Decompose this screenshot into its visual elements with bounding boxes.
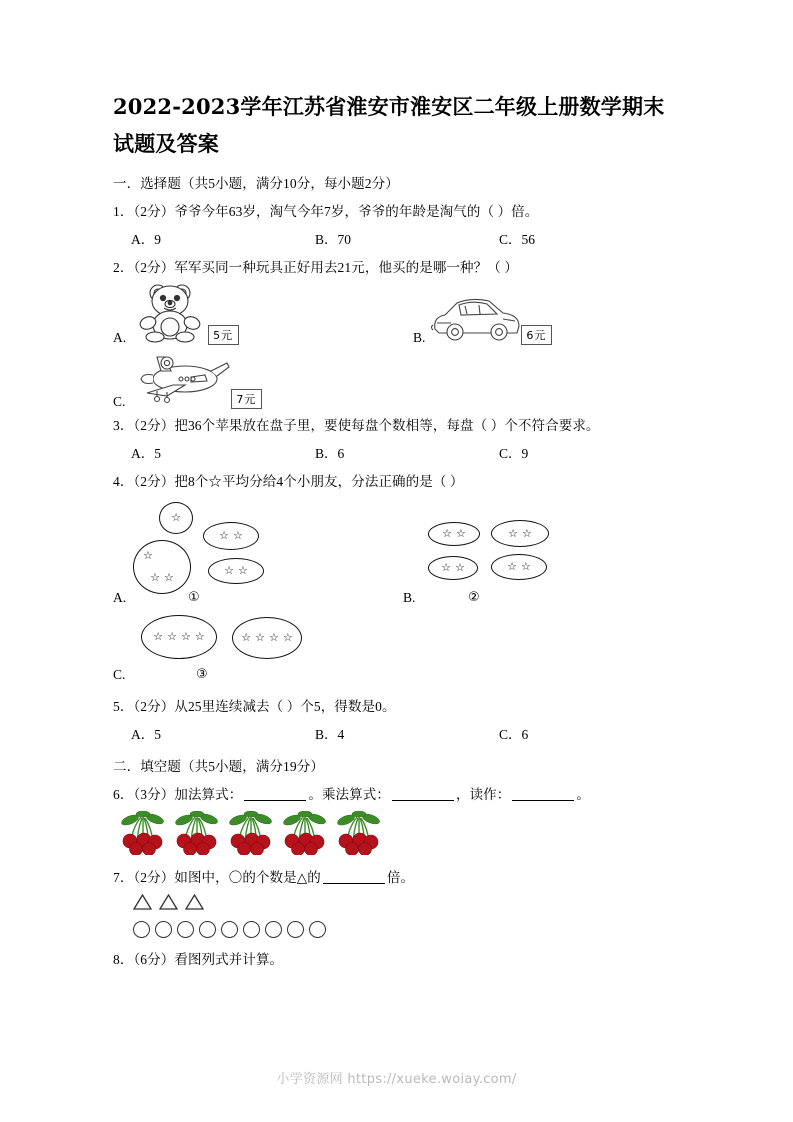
q6-prefix: 6．（3分）加法算式： (113, 787, 243, 802)
q2-option-a-label: A. (113, 330, 127, 345)
q1-option-c[interactable]: C．56 (498, 232, 535, 247)
circle-icon (177, 921, 194, 938)
star-glyph: ☆ (508, 526, 518, 540)
triangle-icon (133, 894, 152, 915)
q6-mid-1: 。乘法算式： (308, 787, 390, 802)
q2-option-c[interactable] (113, 349, 262, 412)
question-2-text: 2．（2分）军军买同一种玩具正好用去21元，他买的是哪一种？（ ） (113, 260, 518, 275)
triangle-row (113, 892, 683, 916)
circle-row (113, 916, 683, 942)
q4-option-c-label[interactable]: C. (113, 667, 126, 682)
q1-option-a[interactable]: A．9 (131, 232, 161, 247)
q6-blank-1[interactable] (244, 786, 306, 801)
q4-c-group-1 (141, 615, 217, 659)
circle-icon (155, 921, 172, 938)
star-glyph: ☆ (441, 561, 451, 574)
section-heading-choice: 一．选择题（共5小题，满分10分，每小题2分） (113, 176, 399, 191)
circle-icon (199, 921, 216, 938)
triangle-icon (159, 894, 178, 915)
star-glyph: ☆ (167, 630, 177, 643)
star-glyph: ☆ (233, 529, 243, 542)
question-1-text: 1．（2分）爷爷今年63岁，淘气今年7岁，爷爷的年龄是淘气的（ ）倍。 (113, 204, 539, 219)
star-glyph: ☆ (181, 630, 191, 643)
cherry-bunch-row (113, 811, 683, 860)
q2-option-b[interactable] (413, 293, 552, 348)
q7-blank[interactable] (323, 869, 385, 884)
star-glyph: ☆ (269, 631, 279, 644)
q6-blank-3[interactable] (512, 786, 574, 801)
q4-b-group-2 (491, 520, 549, 547)
q2-option-b-label: B. (413, 330, 426, 345)
q7-prefix: 7．（2分）如图中，〇的个数是△的 (113, 870, 321, 885)
q4-a-group-1 (159, 502, 193, 534)
question-4-text: 4．（2分）把8个☆平均分给4个小朋友，分法正确的是（ ） (113, 474, 464, 489)
question-2-options-row-2 (113, 348, 683, 412)
star-glyph: ☆ (219, 529, 229, 542)
toy-airplane-icon (127, 349, 237, 412)
q3-option-b[interactable]: B．6 (314, 446, 345, 461)
q3-option-c[interactable]: C．9 (498, 446, 529, 461)
q6-mid-2: ，读作： (455, 787, 511, 802)
q5-option-b[interactable]: B．4 (314, 727, 345, 742)
q4-c-group-2 (232, 617, 302, 659)
star-glyph: ☆ (507, 560, 517, 573)
q3-option-a[interactable]: A．5 (131, 446, 161, 461)
question-1-options (113, 226, 683, 254)
q4-b-group-4 (491, 554, 547, 580)
star-glyph: ☆ (455, 561, 465, 574)
page-title: 2022-2023学年江苏省淮安市淮安区二年级上册数学期末试题及答案 (113, 94, 665, 156)
star-glyph: ☆ (194, 630, 205, 643)
q2-option-b-price: 6元 (521, 325, 552, 345)
q4-a-group-2 (203, 522, 259, 550)
star-glyph: ☆ (164, 571, 174, 584)
q1-option-b[interactable]: B．70 (314, 232, 351, 247)
circle-icon (243, 921, 260, 938)
star-glyph: ☆ (255, 631, 265, 644)
question-7-text (113, 864, 683, 892)
q7-suffix: 倍。 (386, 870, 415, 885)
q2-option-a-price: 5元 (208, 325, 239, 345)
question-3-options (113, 440, 683, 468)
q4-option-a-label[interactable]: A. (113, 590, 127, 605)
triangle-icon (185, 894, 204, 915)
star-glyph: ☆ (150, 571, 160, 584)
star-glyph: ☆ (143, 549, 153, 562)
circle-icon (309, 921, 326, 938)
q4-a-group-4 (208, 558, 264, 584)
teddy-bear-icon (128, 281, 214, 348)
star-glyph: ☆ (456, 527, 466, 540)
q5-option-a[interactable]: A．5 (131, 727, 161, 742)
cherry-bunch-icon (279, 811, 329, 860)
star-glyph: ☆ (238, 564, 248, 577)
footer-watermark: 小学资源网 https://xueke.woiay.com/ (276, 1072, 517, 1087)
star-glyph: ☆ (522, 526, 532, 540)
question-6-text (113, 781, 683, 809)
q5-option-c[interactable]: C．6 (498, 727, 529, 742)
q4-option-b-number: ② (468, 590, 480, 605)
star-glyph: ☆ (442, 527, 452, 540)
q4-option-a-number: ① (188, 590, 200, 605)
star-glyph: ☆ (171, 511, 181, 524)
q4-option-b-label[interactable]: B. (403, 590, 416, 605)
q4-b-group-3 (428, 556, 478, 580)
circle-icon (133, 921, 150, 938)
section-heading-fill-blank: 二．填空题（共5小题，满分19分） (113, 759, 324, 774)
question-5-options (113, 721, 683, 749)
q4-b-group-1 (428, 522, 480, 546)
toy-car-icon (427, 293, 527, 348)
q4-a-group-3 (133, 540, 191, 594)
q4-option-c-number: ③ (196, 667, 208, 682)
star-glyph: ☆ (282, 631, 293, 644)
cherry-bunch-icon (117, 811, 167, 860)
star-glyph: ☆ (153, 630, 164, 643)
star-glyph: ☆ (224, 564, 234, 577)
circle-icon (265, 921, 282, 938)
cherry-bunch-icon (225, 811, 275, 860)
circle-icon (221, 921, 238, 938)
star-glyph: ☆ (241, 631, 252, 644)
question-5-text: 5．（2分）从25里连续减去（ ）个5，得数是0。 (113, 699, 396, 714)
question-4-options-row-2 (113, 611, 683, 693)
circle-icon (287, 921, 304, 938)
page-content (113, 88, 683, 974)
star-glyph: ☆ (521, 560, 531, 573)
q6-suffix: 。 (576, 787, 590, 802)
q2-option-c-label: C. (113, 394, 126, 409)
q2-option-c-price: 7元 (231, 389, 262, 409)
question-2-options-row-1 (113, 282, 683, 348)
q6-blank-2[interactable] (392, 786, 454, 801)
question-3-text: 3．（2分）把36个苹果放在盘子里，要使每盘个数相等，每盘（ ）个不符合要求。 (113, 418, 600, 433)
question-4-options-row-1 (113, 496, 683, 611)
cherry-bunch-icon (333, 811, 383, 860)
question-8-text: 8．（6分）看图列式并计算。 (113, 952, 284, 967)
q2-option-a[interactable] (113, 281, 413, 348)
cherry-bunch-icon (171, 811, 221, 860)
